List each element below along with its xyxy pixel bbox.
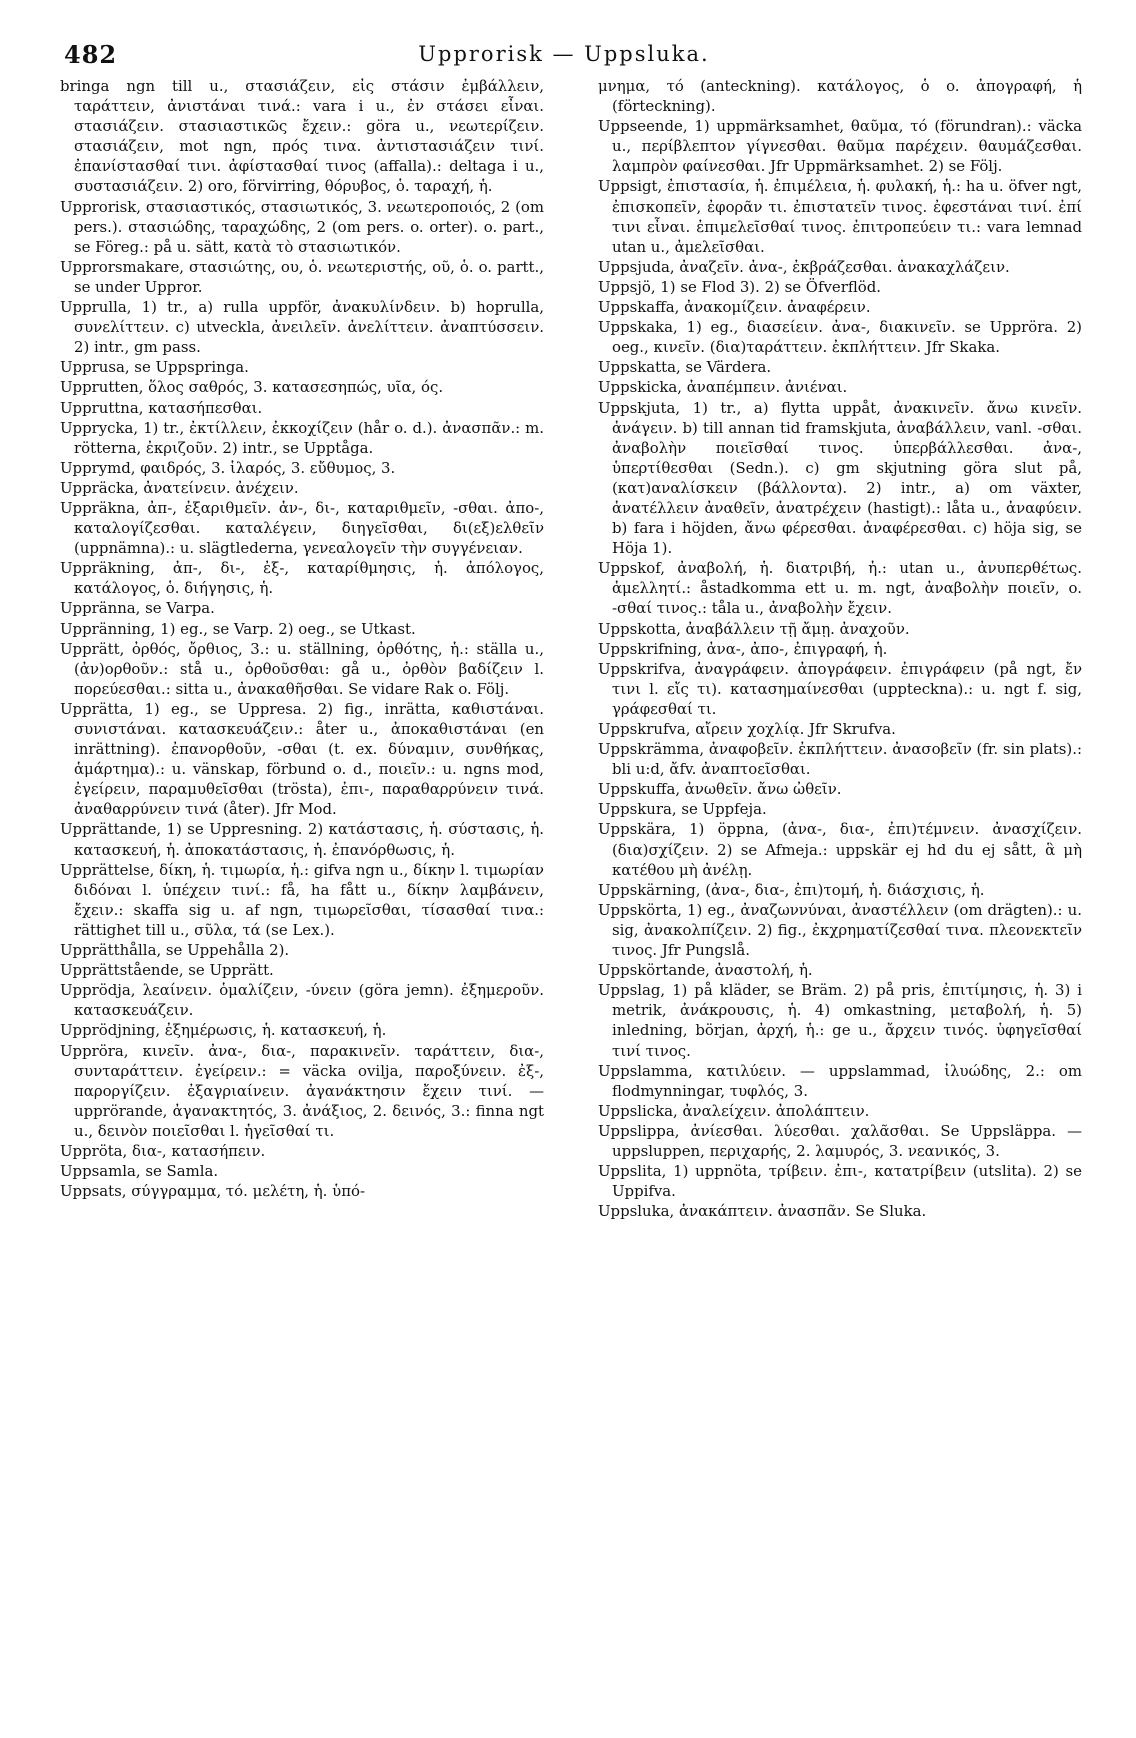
dictionary-entry: Uppskjuta, 1) tr., a) flytta uppåt, ἀνακινεῖν. ἄνω κινεῖν. ἀνάγειν. b) till annan tid framskjuta, ἀναβάλλειν, vanl. -σθαι. ἀναβολὴν ποιεῖσθαί τινος. ὑπερβάλλεσθαι. ἀνα-, ὑπερτίθεσθαι (Sedn.). c) gm skjutning göra slut på, (κατ)αναλίσκειν (βάλλοντα). 2) intr., a) om växter, ἀνατέλλειν ἀναθεῖν, ἀνατρέχειν (hastigt).: låta u., ἀναφύειν. b) fara i höjden, ἄνω φέρεσθαι. ἀναφέρεσθαι. c) höja sig, se Höja 1). — [598, 398, 1082, 558]
dictionary-entry: Uppröra, κινεῖν. ἀνα-, δια-, παρακινεῖν. ταράττειν, δια-, συνταράττειν. ἐγείρειν.: = väcka ovilja, παροξύνειν. ἐξ-, παροργίζειν. ἐξαγριαίνειν. ἀγανάκτησιν ἔχειν τινί. — upprörande, ἀγανακτητός, 3. ἀνάξιος, 2. δεινός, 3.: finna ngt u., δεινὸν ποιεῖσθαι l. ἡγεῖσθαί τι. — [60, 1041, 544, 1140]
dictionary-entry: Uppskaffa, ἀνακομίζειν. ἀναφέρειν. — [598, 298, 871, 317]
dictionary-entry: bringa ngn till u., στασιάζειν, εἰς στάσιν ἐμβάλλειν, ταράττειν, ἀνιστάναι τινά.: vara i u., ἐν στάσει εἶναι. στασιάζειν. στασιαστικῶς ἔχειν.: göra u., νεωτερίζειν. στασιάζειν, mot ngn, πρός τινα. ἀντιστασιάζειν τινί. ἐπανίστασθαί τινι. ἀφίστασθαί τινος (affalla).: deltaga i u., συστασιάζειν. 2) oro, förvirring, θόρυβος, ὁ. ταραχή, ἡ. — [60, 77, 544, 196]
dictionary-entry: Upprusa, se Uppspringa. — [60, 358, 249, 377]
dictionary-entry: Uppskof, ἀναβολή, ἡ. διατριβή, ἡ.: utan u., ἀνυπερθέτως. ἀμελλητί.: åstadkomma ett u. m. ngt, ἀναβολὴν ποιεῖν, o. -σθαί τινος.: tåla u., ἀναβολὴν ἔχειν. — [598, 559, 1082, 618]
running-head: Upprorisk — Uppsluka. — [418, 42, 710, 66]
dictionary-entry: Uppslamma, κατιλύειν. — uppslammad, ἰλυώδης, 2.: om flodmynningar, τυφλός, 3. — [598, 1061, 1082, 1100]
dictionary-entry: Upprulla, 1) tr., a) rulla uppför, ἀνακυλίνδειν. b) hoprulla, συνελίττειν. c) utveckla, ἀνειλεῖν. ἀνελίττειν. ἀναπτύσσειν. 2) intr., gm pass. — [60, 298, 544, 357]
dictionary-entry: Uppränning, 1) eg., se Varp. 2) oeg., se Utkast. — [60, 619, 416, 638]
dictionary-entry: Upprorsmakare, στασιώτης, ου, ὁ. νεωτεριστής, οῦ, ὁ. o. partt., se under Uppror. — [60, 257, 544, 296]
dictionary-entry: Uppskära, 1) öppna, (ἀνα-, δια-, ἐπι)τέμνειν. ἀνασχίζειν. (δια)σχίζειν. 2) se Afmeja.: uppskär ej hd du ej sått, ἃ μὴ κατέθου μὴ ἀνέλῃ. — [598, 820, 1082, 879]
dictionary-columns — [60, 76, 1082, 1716]
dictionary-entry: Uppslita, 1) uppnöta, τρίβειν. ἐπι-, κατατρίβειν (utslita). 2) se Uppifva. — [598, 1162, 1082, 1201]
dictionary-entry: Uppruttna, κατασήπεσθαι. — [60, 398, 263, 417]
dictionary-entry: Uppskura, se Uppfeja. — [598, 800, 767, 819]
dictionary-entry: Uppslag, 1) på kläder, se Bräm. 2) på pris, ἐπιτίμησις, ἡ. 3) i metrik, ἀνάκρουσις, ἡ. 4) omkastning, μεταβολή, ἡ. 5) inledning, början, ἀρχή, ἡ.: ge u., ἄρχειν τινός. ὑφηγεῖσθαί τινί τινος. — [598, 981, 1082, 1060]
dictionary-entry: Uppräkning, ἀπ-, δι-, ἐξ-, καταρίθμησις, ἡ. ἀπόλογος, κατάλογος, ὁ. διήγησις, ἡ. — [60, 559, 544, 598]
dictionary-entry: Uppsjö, 1) se Flod 3). 2) se Öfverflöd. — [598, 277, 882, 296]
dictionary-entry: Uppsjuda, ἀναζεῖν. ἀνα-, ἐκβράζεσθαι. ἀνακαχλάζειν. — [598, 257, 1010, 276]
dictionary-entry: Uppröta, δια-, κατασήπειν. — [60, 1141, 266, 1160]
dictionary-entry: Uppskuffa, ἀνωθεῖν. ἄνω ὠθεῖν. — [598, 780, 842, 799]
dictionary-entry: Upprätthålla, se Uppehålla 2). — [60, 941, 290, 960]
dictionary-entry: Uppskrifva, ἀναγράφειν. ἀπογράφειν. ἐπιγράφειν (på ngt, ἔν τινι l. εἴς τι). κατασημαίνεσθαι (upptecknа).: u. ngt f. sig, γράφεσθαί τι. — [598, 659, 1082, 718]
dictionary-entry: Uppsamla, se Samla. — [60, 1162, 219, 1181]
dictionary-entry: Uppskotta, ἀναβάλλειν τῇ ἄμῃ. ἀναχοῦν. — [598, 619, 910, 638]
dictionary-entry: Upprätta, 1) eg., se Uppresa. 2) fig., inrätta, καθιστάναι. συνιστάναι. κατασκευάζειν.: åter u., ἀποκαθιστάναι (en inrättning). ἐπανορθοῦν, -σθαι (t. ex. δύναμιν, συνθήκας, ἁμάρτημα).: u. vänskap, förbund o. d., ποιεῖν.: u. ngns mod, ἐγείρειν, παραμυθεῖσθαι (trösta), ἐπι-, παραθαρρύνειν τινά. ἀναθαρρύνειν τινά (åter). Jfr Mod. — [60, 699, 544, 819]
page-header — [64, 40, 1064, 70]
dictionary-entry: Upprättstående, se Upprätt. — [60, 961, 274, 980]
left-column — [60, 76, 544, 1716]
dictionary-entry: Uppräkna, ἀπ-, ἐξαριθμεῖν. ἀν-, δι-, καταριθμεῖν, -σθαι. ἀπο-, καταλογίζεσθαι. καταλέγειν, διηγεῖσθαι, δι(εξ)ελθεῖν (uppnämna).: u. slägtlederna, γενεαλογεῖν τὴν συγγένειαν. — [60, 498, 544, 558]
dictionary-entry: Uppskärning, (ἀνα-, δια-, ἐπι)τομή, ἡ. διάσχισις, ἡ. — [598, 880, 985, 899]
dictionary-entry: Upprättelse, δίκη, ἡ. τιμωρία, ἡ.: gifva ngn u., δίκην l. τιμωρίαν διδόναι l. ὑπέχειν τινί.: få, ha fått u., δίκην λαμβάνειν, ἔχειν.: skaffa sig u. af ngn, τιμωρεῖσθαι, τίσασθαί τινα.: rättighet till u., σῦλα, τά (se Lex.). — [60, 860, 544, 939]
right-column — [598, 76, 1082, 1716]
dictionary-entry: Uppsats, σύγγραμμα, τό. μελέτη, ἡ. ὑπό- — [60, 1182, 365, 1201]
dictionary-entry: Uppslicka, ἀναλείχειν. ἀπολάπτειν. — [598, 1101, 870, 1120]
dictionary-entry: Uppslippa, ἀνίεσθαι. λύεσθαι. χαλᾶσθαι. Se Uppsläppa. — uppsluppen, περιχαρής, 2. λαμυρός, 3. νεανικός, 3. — [598, 1121, 1082, 1160]
dictionary-entry: Upprättande, 1) se Uppresning. 2) κατάστασις, ἡ. σύστασις, ἡ. κατασκευή, ἡ. ἀποκατάστασις, ἡ. ἐπανόρθωσις, ἡ. — [60, 820, 544, 859]
dictionary-entry: Uppskaka, 1) eg., διασείειν. ἀνα-, διακινεῖν. se Uppröra. 2) oeg., κινεῖν. (δια)ταράττειν. ἐκπλήττειν. Jfr Skaka. — [598, 318, 1082, 357]
dictionary-entry: Uppskörtande, ἀναστολή, ἡ. — [598, 961, 813, 980]
dictionary-entry: Upprorisk, στασιαστικός, στασιωτικός, 3. νεωτεροποιός, 2 (om pers.). στασιώδης, ταραχώδης, 2 (om pers. o. orter). o. part., se Föreg.: på u. sätt, κατὰ τὸ στασιωτικόν. — [60, 197, 544, 256]
dictionary-entry: Uppskrufva, αἴρειν χοχλίᾳ. Jfr Skrufva. — [598, 720, 896, 738]
dictionary-entry: Upprödjning, ἐξημέρωσις, ἡ. κατασκευή, ἡ. — [60, 1021, 387, 1040]
dictionary-entry: Uppsluka, ἀνακάπτειν. ἀνασπᾶν. Se Sluka. — [598, 1202, 927, 1221]
dictionary-entry: Upprymd, φαιδρός, 3. ἱλαρός, 3. εὔθυμος, 3. — [60, 458, 396, 477]
page-number: 482 — [64, 40, 118, 69]
dictionary-entry: Uppskrämma, ἀναφοβεῖν. ἐκπλήττειν. ἀνασοβεῖν (fr. sin plats).: bli u:d, ἄfv. ἀναπτοεῖσθαι. — [598, 740, 1082, 779]
dictionary-entry: Uppseende, 1) uppmärksamhet, θαῦμα, τό (förundran).: väcka u., περίβλεπτον γίγνεσθαι. θαῦμα παρέχειν. θαυμάζεσθαι. λαμπρὸν φαίνεσθαι. Jfr Uppmärksamhet. 2) se Följ. — [598, 117, 1082, 176]
dictionary-entry: Uppsigt, ἐπιστασία, ἡ. ἐπιμέλεια, ἡ. φυλακή, ἡ.: ha u. öfver ngt, ἐπισκοπεῖν, ἐφορᾶν τι. ἐπιστατεῖν τινος. ἐφεστάναι τινί. ἐπί τινι εἶναι. ἐπιμελεῖσθαί τινος. ἐπιτροπεύειν τι.: vara lemnad utan u., ἀμελεῖσθαι. — [598, 177, 1082, 256]
dictionary-entry: Uppränna, se Varpa. — [60, 599, 215, 618]
dictionary-entry: Uppräcka, ἀνατείνειν. ἀνέχειν. — [60, 478, 299, 497]
dictionary-entry: Upprätt, ὀρθός, ὄρθιος, 3.: u. ställning, ὀρθότης, ἡ.: ställa u., (ἀν)ορθοῦν.: stå u., ὀρθοῦσθαι: gå u., ὀρθὸν βαδίζειν l. πορεύεσθαι.: sitta u., ἀνακαθῆσθαι. Se vidare Rak o. Följ. — [60, 639, 544, 698]
dictionary-entry: Upprycka, 1) tr., ἐκτίλλειν, ἐκκοχίζειν (hår o. d.). ἀνασπᾶν.: m. rötterna, ἐκριζοῦν. 2) intr., se Upptåga. — [60, 418, 544, 457]
dictionary-entry: Uppskatta, se Värdera. — [598, 358, 772, 377]
dictionary-entry: Upprutten, ὅλος σαθρός, 3. κατασεσηπώς, υῖα, ός. — [60, 378, 444, 397]
dictionary-entry: Uppskrifning, ἀνα-, ἀπο-, ἐπιγραφή, ἡ. — [598, 639, 888, 658]
dictionary-entry: Uppskicka, ἀναπέμπειν. ἀνιέναι. — [598, 378, 848, 397]
dictionary-entry: Upprödja, λεαίνειν. ὁμαλίζειν, -ύνειν (göra jemn). ἐξημεροῦν. κατασκευάζειν. — [60, 981, 544, 1020]
dictionary-entry: μνημα, τό (anteckning). κατάλογος, ὁ o. ἀπογραφή, ἡ (förteckning). — [598, 77, 1082, 116]
dictionary-entry: Uppskörta, 1) eg., ἀναζωννύναι, ἀναστέλλειν (om drägten).: u. sig, ἀνακολπίζειν. 2) fig., ἐκχρηματίζεσθαί τινα. πλεονεκτεῖν τινος. Jfr Pungslå. — [598, 900, 1082, 960]
